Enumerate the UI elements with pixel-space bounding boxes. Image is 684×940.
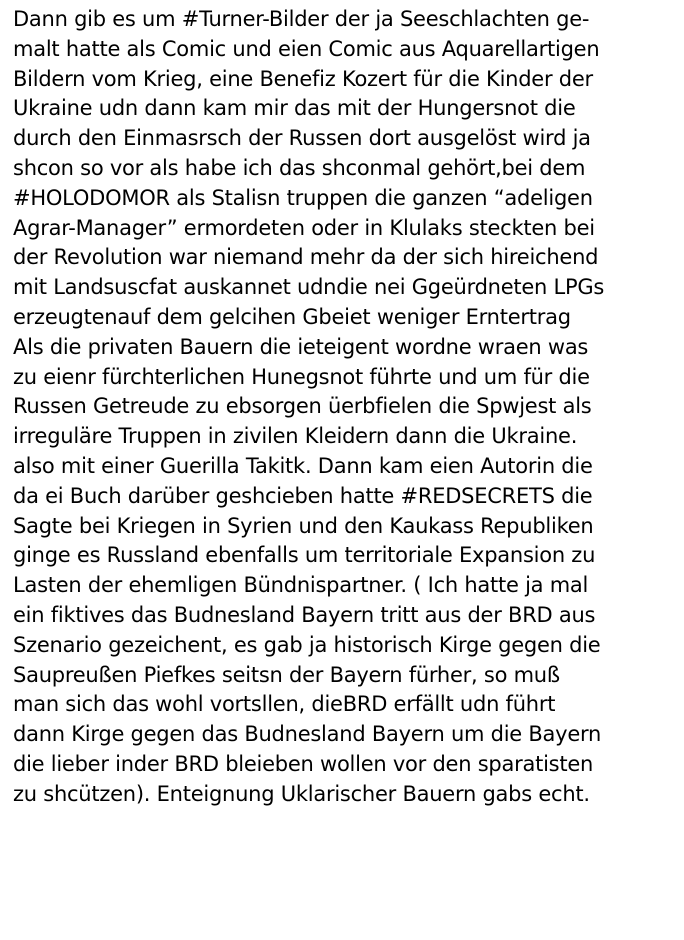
text-line-15: irreguläre Truppen in zivilen Kleidern dann die Ukraine. bbox=[13, 424, 578, 449]
text-line-19: ginge es Russland ebenfalls um territoriale Expansion zu bbox=[13, 543, 596, 568]
text-line-3: Bildern vom Krieg, eine Benefiz Kozert für die Kinder der bbox=[13, 66, 593, 91]
text-line-8: Agrar-Manager” ermordeten oder in Klulaks steckten bei bbox=[13, 215, 595, 240]
text-line-10: mit Landsuscfat auskannet udndie nei Ggeürdneten LPGs bbox=[13, 275, 605, 300]
text-line-5: durch den Einmasrsch der Russen dort ausgelöst wird ja bbox=[13, 126, 591, 151]
text-line-21: ein fiktives das Budnesland Bayern tritt aus der BRD aus bbox=[13, 602, 596, 627]
text-line-16: also mit einer Guerilla Takitk. Dann kam eien Autorin die bbox=[13, 453, 593, 478]
text-line-13: zu eienr fürchterlichen Hunegsnot führte und um für die bbox=[13, 364, 590, 389]
text-line-23: Saupreußen Piefkes seitsn der Bayern fürher, so muß bbox=[13, 662, 560, 687]
text-line-25: dann Kirge gegen das Budnesland Bayern um die Bayern bbox=[13, 722, 602, 747]
text-line-20: Lasten der ehemligen Bündnispartner. ( Ich hatte ja mal bbox=[13, 573, 589, 598]
text-line-1: Dann gib es um #Turner-Bilder der ja Seeschlachten ge- bbox=[13, 7, 590, 31]
text-line-17: da ei Buch darüber geshcieben hatte #REDSECRETS die bbox=[13, 483, 593, 508]
text-line-2: malt hatte als Comic und eien Comic aus Aquarellartigen bbox=[13, 36, 600, 61]
text-line-11: erzeugtenauf dem gelcihen Gbeiet weniger Erntertrag bbox=[13, 304, 571, 329]
text-line-27: zu shcützen). Enteignung Uklarischer Bauern gabs echt. bbox=[13, 781, 590, 806]
text-line-12: Als die privaten Bauern die ieteigent wordne wraen was bbox=[13, 334, 589, 359]
text-line-4: Ukraine udn dann kam mir das mit der Hungersnot die bbox=[13, 96, 576, 121]
text-line-18: Sagte bei Kriegen in Syrien und den Kaukass Republiken bbox=[13, 513, 594, 538]
text-line-14: Russen Getreude zu ebsorgen üerbfielen die Spwjest als bbox=[13, 394, 592, 419]
text-line-9: der Revolution war niemand mehr da der sich hireichend bbox=[13, 245, 599, 270]
text-paragraph bbox=[13, 5, 681, 810]
text-line-6: shcon so vor als habe ich das shconmal gehört,bei dem bbox=[13, 155, 586, 180]
text-line-7: #HOLODOMOR als Stalisn truppen die ganzen “adeligen bbox=[13, 185, 593, 210]
text-line-24: man sich das wohl vortsllen, dieBRD erfällt udn führt bbox=[13, 692, 556, 717]
text-line-22: Szenario gezeichent, es gab ja historisch Kirge gegen die bbox=[13, 632, 601, 657]
text-line-26: die lieber inder BRD bleieben wollen vor den sparatisten bbox=[13, 751, 594, 776]
